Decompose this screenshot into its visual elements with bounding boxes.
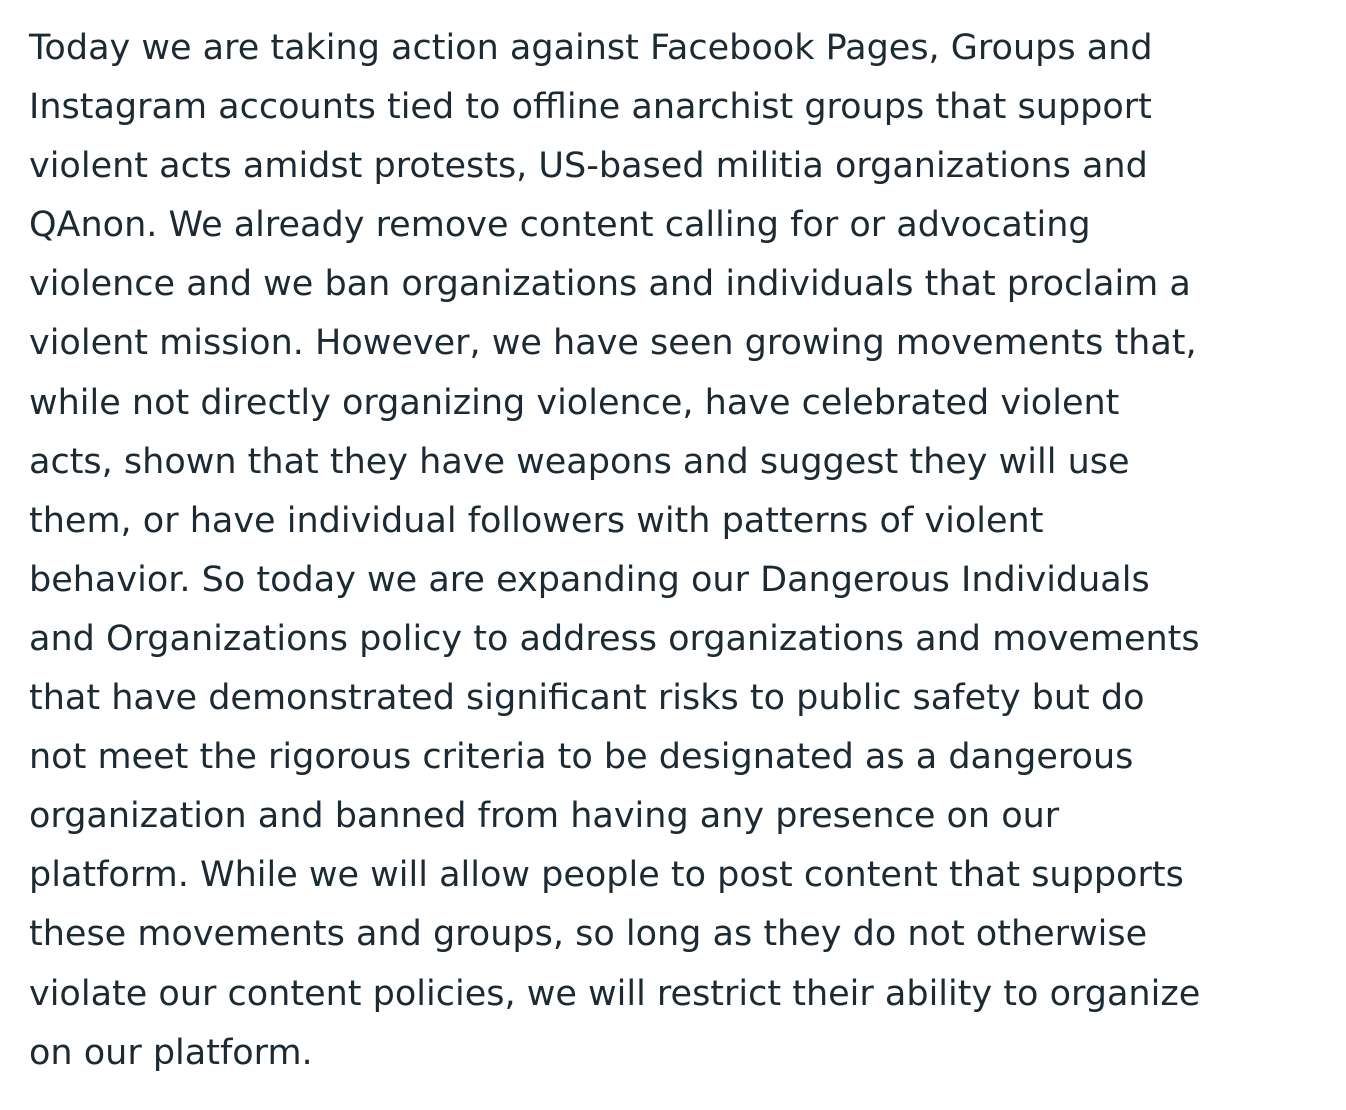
paragraph-line: not meet the rigorous criteria to be designated as a dangerous xyxy=(29,737,1134,778)
paragraph-line: organization and banned from having any presence on our xyxy=(29,796,1060,837)
article-paragraph xyxy=(29,19,1326,1083)
paragraph-line: Today we are taking action against Facebook Pages, Groups and xyxy=(29,28,1153,68)
paragraph-line: violent acts amidst protests, US-based militia organizations and xyxy=(29,146,1148,187)
paragraph-line: on our platform. xyxy=(29,1032,313,1073)
paragraph-line: acts, shown that they have weapons and suggest they will use xyxy=(29,441,1130,482)
paragraph-line: violent mission. However, we have seen growing movements that, xyxy=(29,323,1197,364)
paragraph-line: and Organizations policy to address organizations and movements xyxy=(29,618,1200,659)
paragraph-line: while not directly organizing violence, have celebrated violent xyxy=(29,382,1120,423)
paragraph-line: them, or have individual followers with patterns of violent xyxy=(29,500,1044,541)
paragraph-line: these movements and groups, so long as they do not otherwise xyxy=(29,914,1148,955)
paragraph-line: violence and we ban organizations and individuals that proclaim a xyxy=(29,264,1191,305)
paragraph-line: that have demonstrated significant risks to public safety but do xyxy=(29,678,1145,719)
paragraph-line: behavior. So today we are expanding our Dangerous Individuals xyxy=(29,559,1150,600)
paragraph-line: violate our content policies, we will restrict their ability to organize xyxy=(29,973,1201,1014)
paragraph-line: QAnon. We already remove content calling for or advocating xyxy=(29,205,1091,246)
paragraph-line: platform. While we will allow people to post content that supports xyxy=(29,855,1184,896)
paragraph-line: Instagram accounts tied to offline anarchist groups that support xyxy=(29,87,1152,128)
